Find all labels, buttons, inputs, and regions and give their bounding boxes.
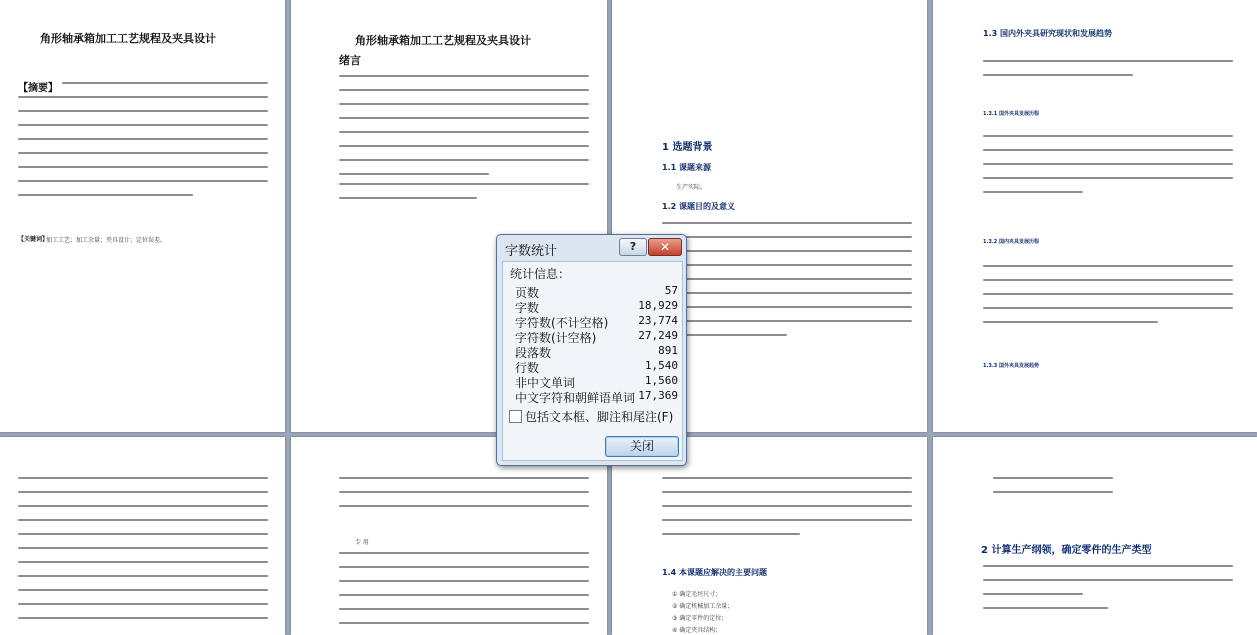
close-icon[interactable]: ✕ — [648, 238, 682, 256]
stat-value: 57 — [664, 284, 678, 297]
chapter-heading: 1 选题背景 — [662, 142, 713, 153]
dialog-title: 字数统计 — [505, 244, 558, 259]
document-page-5 — [0, 437, 285, 635]
subsection-heading: 1.3.1 国外夹具发展历程 — [983, 111, 1039, 117]
stat-row-chinese-characters — [515, 389, 678, 404]
stat-value: 1,540 — [644, 359, 678, 372]
page-title: 角形轴承箱加工工艺规程及夹具设计 — [40, 32, 216, 45]
stat-name: 字符数(不计空格) — [515, 316, 609, 330]
abstract-text — [62, 82, 268, 90]
body-text — [983, 265, 1233, 345]
page-title: 角形轴承箱加工工艺规程及夹具设计 — [355, 34, 531, 47]
include-textboxes-label[interactable]: 包括文本框、脚注和尾注(F) — [525, 410, 674, 424]
body-text: 生产实际。 — [676, 184, 707, 191]
body-text — [18, 477, 268, 635]
list-item: ③ 确定零件的定位； — [672, 615, 728, 622]
stat-value: 27,249 — [638, 329, 678, 342]
document-page-1 — [0, 0, 285, 432]
dialog-panel — [502, 261, 683, 461]
close-button[interactable]: 关闭 — [605, 436, 679, 457]
stat-value: 17,369 — [638, 389, 678, 402]
body-text — [662, 477, 912, 557]
document-page-6 — [291, 437, 607, 635]
keywords-label: 【关键词】 — [18, 236, 49, 243]
body-text — [983, 565, 1233, 635]
body-text — [983, 60, 1233, 90]
body-text — [983, 135, 1233, 215]
section-heading: 1.4 本课题应解决的主要问题 — [662, 568, 767, 577]
abstract-text — [18, 96, 268, 216]
section-heading: 1.3 国内外夹具研究现状和发展趋势 — [983, 29, 1112, 38]
document-page-8 — [933, 437, 1257, 635]
body-text — [662, 222, 912, 362]
body-text — [339, 477, 589, 532]
stat-row-characters-no-spaces — [515, 314, 678, 329]
stat-name: 中文字符和朝鲜语单词 — [515, 391, 636, 405]
abstract-label: 【摘要】 — [18, 83, 58, 94]
stat-value: 891 — [658, 344, 678, 357]
stat-row-words — [515, 299, 678, 314]
paragraph-label: 专 用 — [355, 539, 369, 546]
stat-name: 字数 — [515, 301, 540, 315]
subsection-heading: 1.3.3 国外夹具发展趋势 — [983, 363, 1039, 369]
keywords-text: 加工工艺；加工余量；夹具设计；定位误差。 — [46, 237, 167, 244]
list-item: ④ 确定夹具结构； — [672, 627, 722, 634]
stat-row-lines — [515, 359, 678, 374]
stat-row-non-chinese-words — [515, 374, 678, 389]
include-textboxes-checkbox[interactable] — [509, 410, 522, 423]
subsection-heading: 1.3.2 国内夹具发展历程 — [983, 239, 1039, 245]
section-heading: 1.1 课题来源 — [662, 163, 711, 172]
chapter-heading: 2 计算生产纲领，确定零件的生产类型 — [981, 545, 1152, 556]
help-button[interactable]: ? — [619, 238, 647, 256]
stat-row-characters-with-spaces — [515, 329, 678, 344]
statistics-label: 统计信息： — [510, 267, 571, 281]
stat-row-pages — [515, 284, 678, 299]
section-heading: 绪言 — [339, 54, 361, 67]
section-heading: 1.2 课题目的及意义 — [662, 202, 735, 211]
stat-name: 非中文单词 — [515, 376, 576, 390]
stat-name: 字符数(计空格) — [515, 331, 597, 345]
stat-name: 页数 — [515, 286, 540, 300]
stat-value: 1,560 — [644, 374, 678, 387]
stat-value: 23,774 — [638, 314, 678, 327]
stat-name: 行数 — [515, 361, 540, 375]
list-item: ② 确定机械加工余量； — [672, 603, 734, 610]
stat-name: 段落数 — [515, 346, 552, 360]
word-count-dialog — [496, 234, 687, 466]
dialog-titlebar[interactable] — [497, 235, 686, 261]
stat-value: 18,929 — [638, 299, 678, 312]
document-page-7 — [612, 437, 927, 635]
body-text — [339, 183, 589, 213]
stat-row-paragraphs — [515, 344, 678, 359]
list-item: ① 确定毛坯尺寸； — [672, 591, 722, 598]
body-text — [339, 552, 589, 635]
body-text — [993, 477, 1113, 507]
document-page-4 — [933, 0, 1257, 432]
